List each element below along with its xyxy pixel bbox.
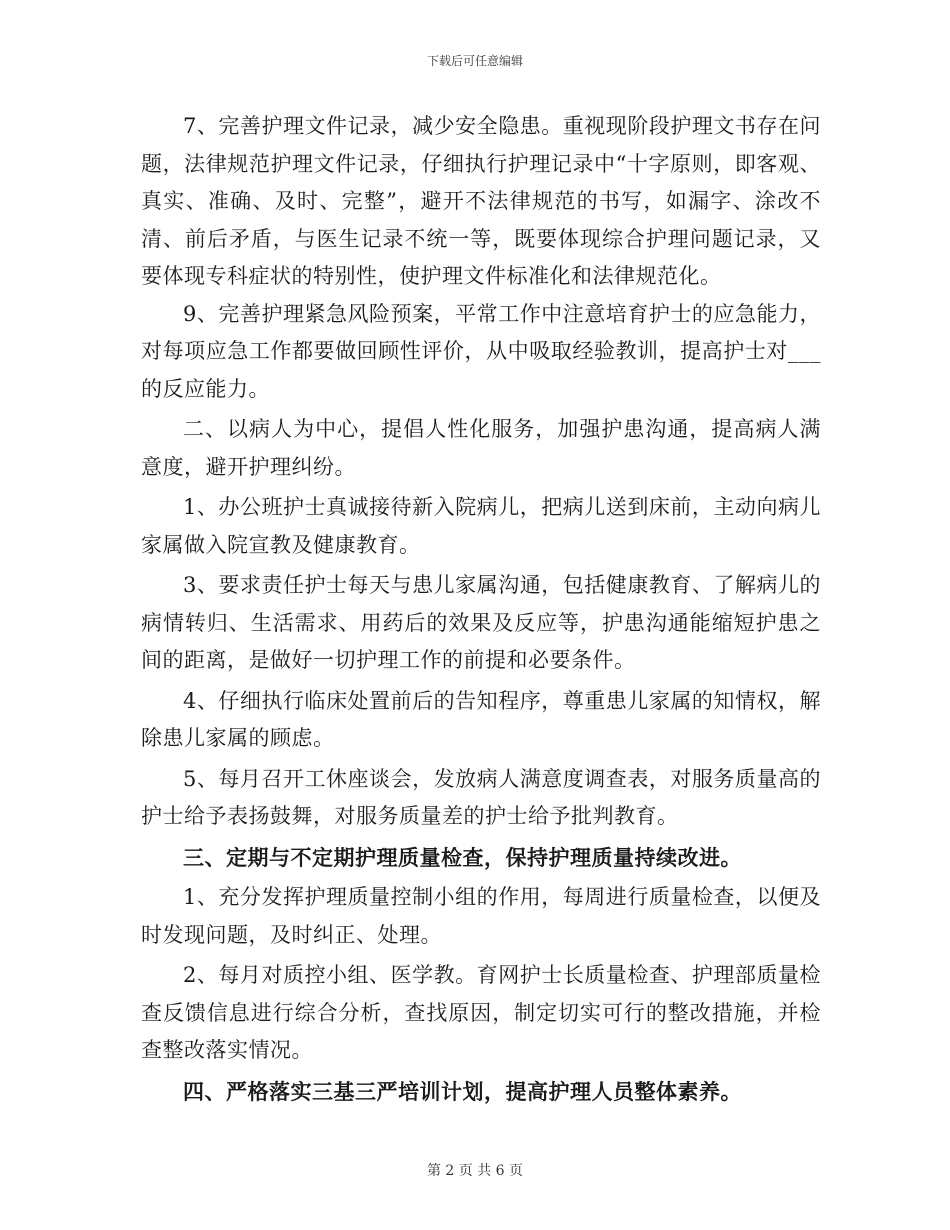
- paragraph-7-records: 7、完善护理文件记录，减少安全隐患。重视现阶段护理文书存在问题，法律规范护理文件记录，仔细执行护理记录中“十字原则，即客观、真实、准确、及时、完整”，避开不法律规范的书写，如漏字、涂改不清、前后矛盾，与医生记录不统一等，既要体现综合护理问题记录，又要体现专科症状的特别性，使护理文件标准化和法律规范化。: [141, 114, 821, 288]
- document-body: [141, 108, 821, 1110]
- page-footer: 第 2 页 共 6 页: [426, 1163, 524, 1179]
- paragraph-2-4: 4、仔细执行临床处置前后的告知程序，尊重患儿家属的知情权，解除患儿家属的顾虑。: [141, 688, 821, 750]
- section-4-heading: 四、严格落实三基三严培训计划，提高护理人员整体素养。: [183, 1078, 742, 1104]
- paragraph-9-emergency: 9、完善护理紧急风险预案，平常工作中注意培育护士的应急能力，对每项应急工作都要做回顾性评价，从中吸取经验教训，提高护士对___的反应能力。: [141, 301, 821, 401]
- section-2-heading: 二、以病人为中心，提倡人性化服务，加强护患沟通，提高病人满意度，避开护理纠纷。: [141, 417, 821, 479]
- paragraph-3-2: 2、每月对质控小组、医学教。育网护士长质量检查、护理部质量检查反馈信息进行综合分析，查找原因，制定切实可行的整改措施，并检查整改落实情况。: [141, 963, 821, 1062]
- paragraph-2-5: 5、每月召开工休座谈会，发放病人满意度调查表，对服务质量高的护士给予表扬鼓舞，对服务质量差的护士给予批判教育。: [141, 766, 821, 828]
- paragraph-2-3: 3、要求责任护士每天与患儿家属沟通，包括健康教育、了解病儿的病情转归、生活需求、用药后的效果及反应等，护患沟通能缩短护患之间的距离，是做好一切护理工作的前提和必要条件。: [141, 573, 821, 672]
- section-3-heading: 三、定期与不定期护理质量检查，保持护理质量持续改进。: [183, 844, 742, 870]
- paragraph-3-1: 1、充分发挥护理质量控制小组的作用，每周进行质量检查，以便及时发现问题，及时纠正、处理。: [141, 885, 821, 947]
- paragraph-2-1: 1、办公班护士真诚接待新入院病儿，把病儿送到床前，主动向病儿家属做入院宣教及健康教育。: [141, 495, 821, 557]
- page-header: 下载后可任意编辑: [426, 54, 523, 68]
